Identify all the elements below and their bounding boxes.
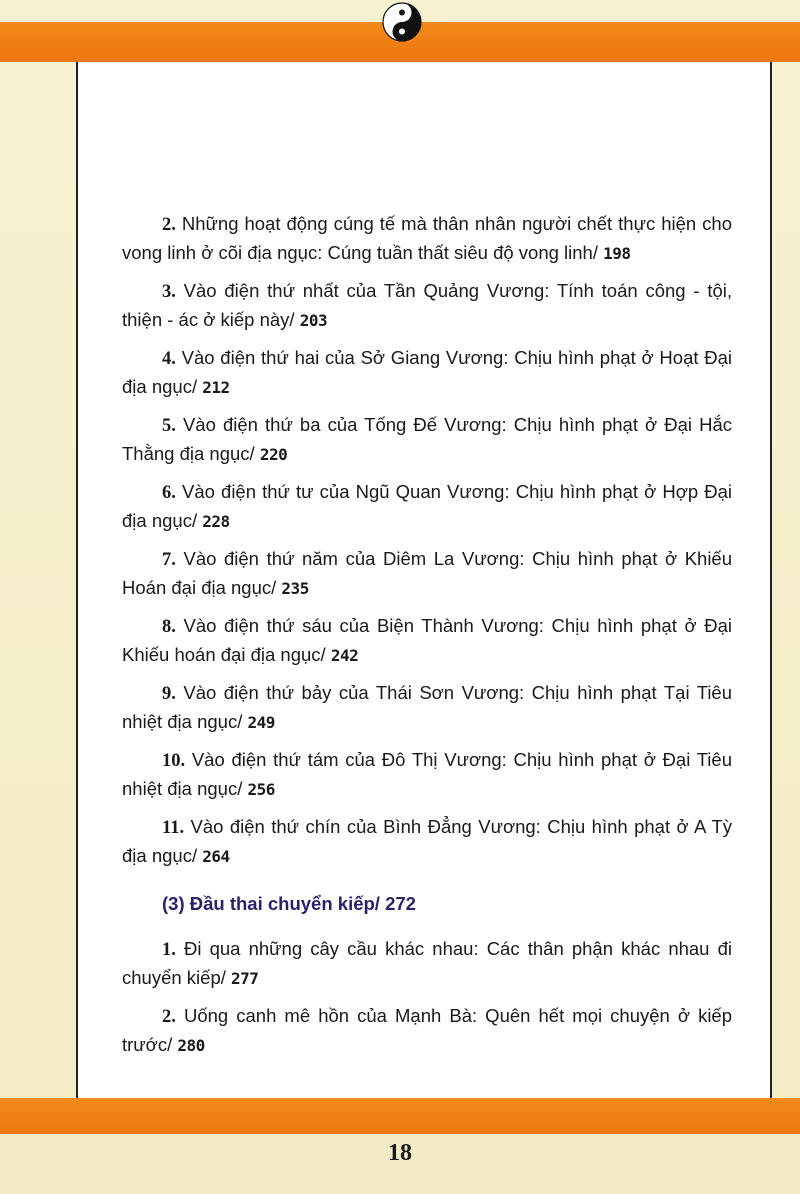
entry-text: Vào điện thứ tám của Đô Thị Vương: Chịu hình phạt ở Đại Tiêu nhiệt địa ngục/ <box>122 749 732 799</box>
toc-entry <box>122 545 732 602</box>
toc-entry <box>122 1002 732 1059</box>
entry-page: 235 <box>281 579 309 598</box>
entry-text: Vào điện thứ hai của Sở Giang Vương: Chịu hình phạt ở Hoạt Đại địa ngục/ <box>122 347 732 397</box>
toc-entry <box>122 344 732 401</box>
entry-page: 212 <box>202 378 230 397</box>
yin-yang-icon <box>382 2 422 42</box>
toc-list-top <box>122 210 732 870</box>
table-of-contents <box>122 210 732 1069</box>
entry-text: Vào điện thứ năm của Diêm La Vương: Chịu hình phạt ở Khiếu Hoán đại địa ngục/ <box>122 548 733 598</box>
entry-page: 198 <box>603 244 631 263</box>
entry-number: 4. <box>162 349 176 369</box>
section-heading: (3) Đầu thai chuyển kiếp/ 272 <box>162 893 416 914</box>
entry-number: 7. <box>162 550 176 570</box>
entry-number: 10. <box>162 751 186 771</box>
entry-text: Vào điện thứ nhất của Tần Quảng Vương: Tính toán công - tội, thiện - ác ở kiếp này/ <box>122 280 733 330</box>
entry-page: 242 <box>330 646 359 665</box>
entry-number: 6. <box>162 483 176 503</box>
entry-page: 203 <box>299 311 328 330</box>
toc-entry <box>122 277 732 334</box>
toc-entry <box>122 411 732 468</box>
entry-number: 8. <box>162 617 176 637</box>
entry-page: 228 <box>202 512 230 531</box>
entry-number: 2. <box>162 215 176 235</box>
entry-text: Vào điện thứ sáu của Biện Thành Vương: Chịu hình phạt ở Đại Khiếu hoán đại địa ngục/ <box>122 615 732 665</box>
page-number: 18 <box>388 1140 412 1166</box>
entry-number: 11. <box>162 818 185 838</box>
entry-page: 249 <box>247 713 275 732</box>
entry-page: 280 <box>177 1036 205 1055</box>
toc-entry <box>122 210 732 267</box>
toc-entry <box>122 679 732 736</box>
toc-entry <box>122 746 732 803</box>
entry-number: 2. <box>162 1007 176 1027</box>
entry-page: 256 <box>247 780 275 799</box>
entry-text: Vào điện thứ tư của Ngũ Quan Vương: Chịu hình phạt ở Hợp Đại địa ngục/ <box>122 481 732 531</box>
toc-entry <box>122 612 732 669</box>
toc-entry <box>122 813 732 870</box>
toc-entry <box>122 935 732 992</box>
entry-text: Vào điện thứ chín của Bình Đẳng Vương: Chịu hình phạt ở A Tỳ địa ngục/ <box>122 816 732 866</box>
entry-text: Uống canh mê hồn của Mạnh Bà: Quên hết mọi chuyện ở kiếp trước/ <box>122 1005 733 1055</box>
entry-text: Những hoạt động cúng tế mà thân nhân người chết thực hiện cho vong linh ở cõi địa ngục: Cúng tuần thất siêu độ vong linh/ <box>122 213 732 263</box>
entry-page: 277 <box>231 969 259 988</box>
entry-text: Vào điện thứ bảy của Thái Sơn Vương: Chịu hình phạt Tại Tiêu nhiệt địa ngục/ <box>122 682 733 732</box>
entry-text: Vào điện thứ ba của Tống Đế Vương: Chịu hình phạt ở Đại Hắc Thằng địa ngục/ <box>122 414 733 464</box>
entry-number: 3. <box>162 282 176 302</box>
footer-band <box>0 1098 800 1134</box>
entry-number: 5. <box>162 416 176 436</box>
toc-list-bottom <box>122 935 732 1059</box>
entry-number: 1. <box>162 940 176 960</box>
entry-number: 9. <box>162 684 176 704</box>
entry-text: Đi qua những cây cầu khác nhau: Các thân phận khác nhau đi chuyển kiếp/ <box>122 938 732 988</box>
entry-page: 220 <box>259 445 288 464</box>
toc-entry <box>122 478 732 535</box>
entry-page: 264 <box>202 847 230 866</box>
